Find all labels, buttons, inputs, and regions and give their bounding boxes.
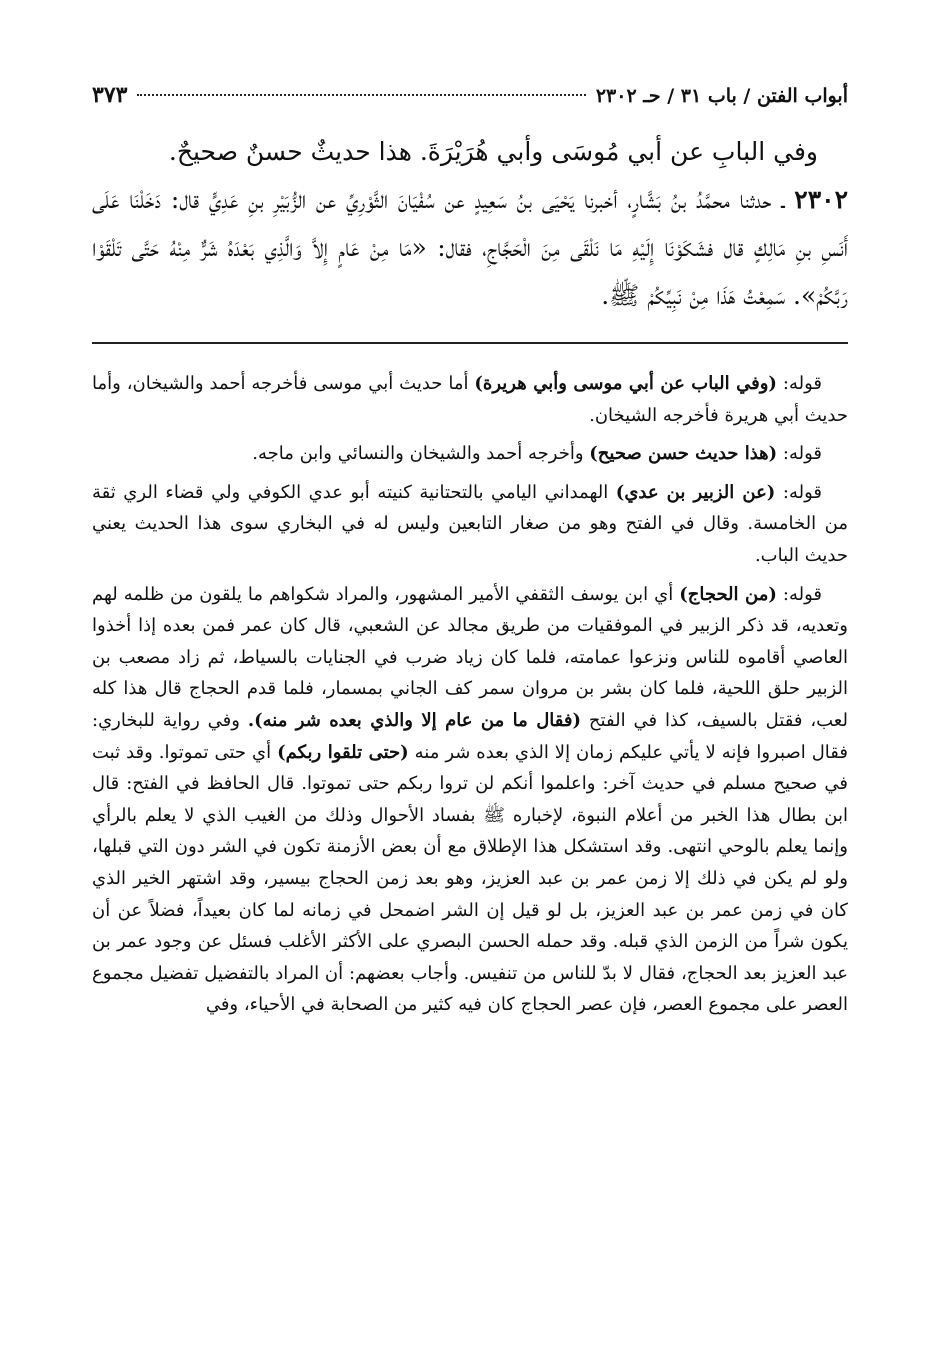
previous-remark: وفي البابِ عن أبي مُوسَى وأبي هُرَيْرَةَ. هذا حديثٌ حسنٌ صحيحٌ. [168, 137, 818, 166]
commentary-lemma: (حتى تلقوا ربكم) [277, 741, 409, 763]
commentary-text: أما حديث أبي موسى فأخرجه أحمد والشيخان، وأما حديث أبي هريرة فأخرجه الشيخان. [92, 373, 848, 426]
commentary-text: الهمداني اليامي بالتحتانية كنيته أبو عدي الكوفي ولي قضاء الري ثقة من الخامسة. وقال في الفتح وهو من صغار التابعين وليس له في البخاري سوى هذا الحديث يعني حديث الباب. [92, 481, 848, 566]
commentary-lemma: (فقال ما من عام إلا والذي بعده شر منه). [247, 709, 582, 731]
hadith-ending: سَمِعْتُ هَذَا مِنْ نَبِيِّكُمْ ﷺ. [601, 281, 786, 310]
hadith-text [92, 128, 848, 320]
commentary-lemma: (هذا حديث حسن صحيح) [589, 443, 778, 465]
commentary-paragraph [92, 579, 848, 1021]
running-header [92, 78, 848, 112]
commentary-intro: قوله: [782, 373, 822, 394]
commentary-intro: قوله: [782, 481, 822, 503]
leader-dots [137, 94, 585, 96]
book-page [92, 78, 848, 1328]
page-number: ٣٧٣ [92, 82, 128, 108]
commentary-intro: قوله: [782, 583, 822, 605]
commentary-text: أي حتى تموتوا. وقد ثبت في صحيح مسلم في حديث آخر: واعلموا أنكم لن تروا ربكم حتى تموتوا. قال الحافظ في الفتح: قال ابن بطال هذا الخبر من أعلام النبوة، لإخباره ﷺ بفساد الأحوال وذلك من الغيب الذي لا يعلم بالرأي وإنما يعلم بالوحي انتهى. وقد استشكل هذا الإطلاق مع أن بعض الأزمنة تكون في الشر دون التي قبلها، ولو لم يكن في ذلك إلا زمن عمر بن عبد العزيز، وهو بعد زمن الحجاج بيسير، وقد اشتهر الخير الذي كان في زمن عمر بن عبد العزيز، بل لو قيل إن الشر اضمحل في زمانه لما كان بعيداً، فضلاً عن أن يكون شراً من الزمن الذي قبله. وقد حمله الحسن البصري على الأكثر الأغلب فسئل عن وجود عمر بن عبد العزيز بعد الحجاج، فقال لا بدّ للناس من تنفيس. وأجاب بعضهم: أن المراد بالتفضيل تفضيل مجموع العصر على مجموع العصر، فإن عصر الحجاج كان فيه كثير من الصحابة في الأحياء، وفي [92, 741, 848, 1016]
commentary-intro: قوله: [782, 443, 822, 465]
commentary-text: أي ابن يوسف الثقفي الأمير المشهور، والمراد شكواهم ما يلقون من ظلمه لهم وتعديه، قد ذكر الزبير في الموفقيات من طريق مجالد عن الشعبي، قال كان عمر فمن بعده إذا أخذوا العاصي أقاموه للناس ونزعوا عمامته، فلما كان زياد ضرب في الجنايات بالسياط، ثم زاد مصعب بن الزبير حلق اللحية، فلما كان بشر بن مروان سمر كف الجاني بمسمار، فلما قدم الحجاج قال هذا كله لعب، فقتل بالسيف، كذا في الفتح [92, 583, 848, 731]
separator-line [92, 342, 848, 344]
commentary-section [92, 368, 848, 1021]
hadith-matn: «مَا مِنْ عَامٍ إِلاَّ وَالَّذِي بَعْدَهُ شَرٌّ مِنْهُ حَتَّى تَلْقَوْا رَبَّكُمْ». [92, 233, 848, 310]
commentary-lemma: (وفي الباب عن أبي موسى وأبي هريرة) [474, 373, 777, 394]
commentary-lemma: (عن الزبير بن عدي) [615, 481, 776, 503]
commentary-paragraph [92, 477, 848, 572]
commentary-paragraph [92, 438, 848, 470]
commentary-lemma: (من الحجاج) [679, 583, 777, 605]
hadith-number: ٢٣٠٢ [794, 185, 848, 214]
chapter-title: أبواب الفتن / باب ٣١ / حـ ٢٣٠٢ [595, 85, 848, 107]
commentary-paragraph [92, 368, 848, 431]
hadith-paragraph [92, 176, 848, 320]
hadith-isnad: ـ حدثنا محمَّدُ بنُ بَشَّارٍ، أخبرنا يَحْيَى بنُ سَعِيدٍ عن سُفْيَانَ الثَّوْرِيِّ عن الزُّبَيْرِ بنِ عَدِيٍّ قال: دَخَلْنَا عَلَى أَنَسِ بنِ مَالِكٍ قال فشَكَوْنَا إِلَيْهِ مَا نَلْقَى مِنَ الْحَجَّاجِ، فقال: [92, 185, 848, 262]
commentary-text: وفي رواية للبخاري: فقال اصبروا فإنه لا يأتي عليكم زمان إلا الذي بعده شر منه [92, 709, 848, 763]
commentary-text: وأخرجه أحمد والشيخان والنسائي وابن ماجه. [252, 443, 584, 465]
